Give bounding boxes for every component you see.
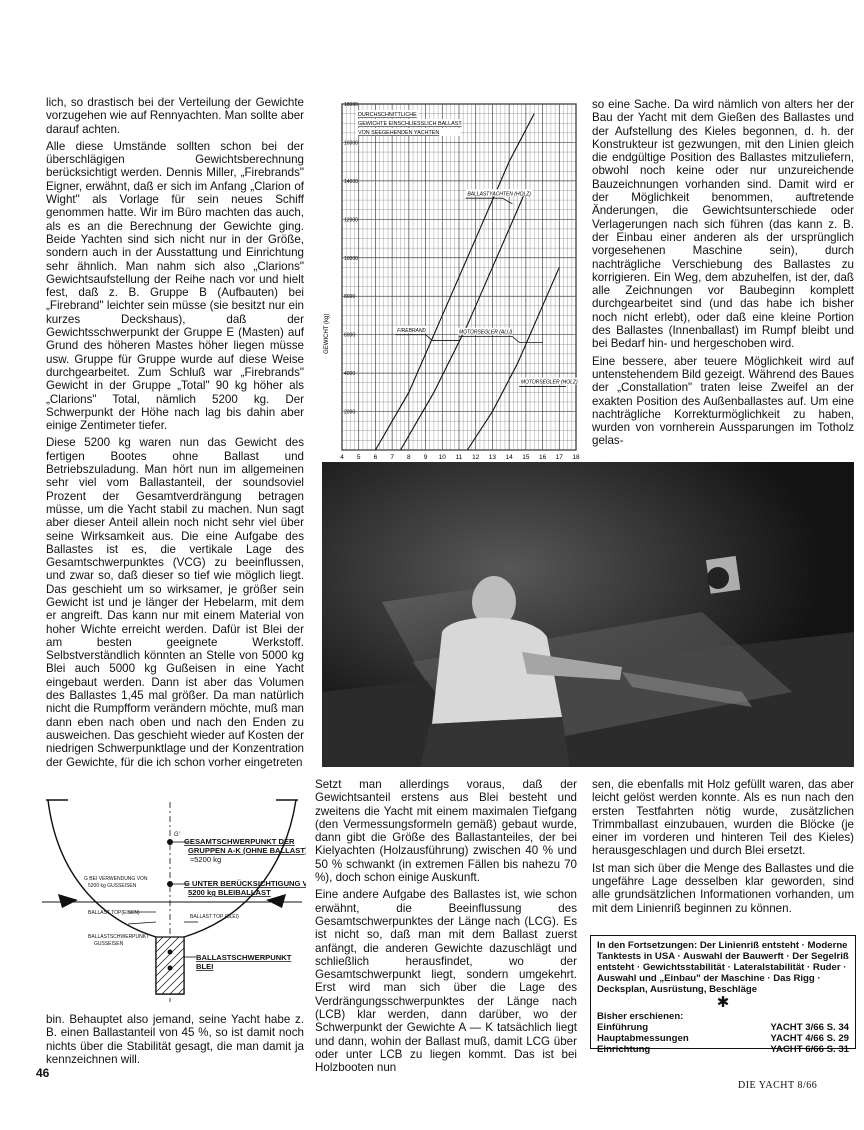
hull-label-g3-b: 5200 kg GUSSEISEN bbox=[88, 883, 137, 889]
x-tick-label: 8 bbox=[407, 454, 411, 461]
x-tick-label: 10 bbox=[438, 454, 446, 461]
series-upcoming: In den Fortsetzungen: Der Linienriß entsteht · Moderne Tanktests in USA · Auswahl der Bauwerft · Der Segelriß entsteht · Gewichtsstabilität · Lateralstabilität · Ruder · Auswahl und „Einbau" der Maschine · Das Rigg · Decksplan, Ausrüstung, Beschläge bbox=[597, 940, 849, 995]
paragraph: bin. Behauptet also jemand, seine Yacht habe z. B. einen Ballastanteil von 45 %, so ist damit noch nichts über die Stabilität gesagt, die man damit ja kennzeichnen will. bbox=[46, 1013, 304, 1066]
hull-label-ballast-top-iron: BALLAST TOP(EISEN) bbox=[88, 910, 140, 916]
list-item-ref: YACHT 6/66 S. 31 bbox=[770, 1044, 849, 1055]
list-item bbox=[597, 1044, 849, 1055]
x-tick-label: 9 bbox=[423, 454, 428, 461]
y-tick-label: 8000 bbox=[344, 294, 356, 301]
list-item-name: Einführung bbox=[597, 1022, 649, 1033]
paragraph: lich, so drastisch bei der Verteilung der Gewichte vorzugehen wie auf Rennyachten. Man sollte aber darauf achten. bbox=[46, 96, 304, 136]
list-item bbox=[597, 1033, 849, 1044]
y-tick-label: 6000 bbox=[344, 332, 356, 339]
hull-label-g1: GESAMTSCHWERPUNKT DER bbox=[184, 837, 295, 846]
hull-label-ballast-iron-b: GUSSEISEN bbox=[94, 941, 124, 947]
hull-label-g3: G BEI VERWENDUNG VON bbox=[84, 876, 148, 882]
x-tick-label: 6 bbox=[373, 454, 378, 461]
x-tick-label: 14 bbox=[505, 454, 513, 461]
chart-title-line: DURCHSCHNITTLICHE bbox=[358, 112, 417, 118]
list-item-name: Hauptabmessungen bbox=[597, 1033, 689, 1044]
series-annotation: BALLASTYACHTEN (HOLZ) bbox=[467, 191, 531, 198]
list-item-ref: YACHT 4/66 S. 29 bbox=[770, 1033, 849, 1044]
x-tick-label: 16 bbox=[538, 454, 547, 461]
x-tick-label: 18 bbox=[572, 454, 580, 461]
paragraph: Setzt man allerdings voraus, daß der Gewichtsanteil erstens aus Blei besteht und zweitens die Yacht mit einem maximalen Tiefgang (den Vermessungsformeln gemäß) gebaut wurde, dann gibt die Größe des Ballastanteiles, der bei Kielyachten (Holzausführung) zwischen 40 % und 50 % schwankt (in extremen Fällen bis nahezu 70 %), doch schon einige Auskunft. bbox=[315, 778, 577, 885]
asterisk-icon: ✱ bbox=[716, 994, 730, 1011]
y-tick-label: 2000 bbox=[344, 409, 356, 416]
workshop-photo bbox=[322, 462, 854, 767]
list-item-name: Einrichtung bbox=[597, 1044, 651, 1055]
x-tick-label: 17 bbox=[555, 454, 563, 461]
paragraph: Ist man sich über die Menge des Ballastes und die ungefähre Lage desselben klar geworden, sind alle grundsätzlichen Informationen vorhanden, um mit dem Linienriß beginnen zu können. bbox=[592, 861, 854, 915]
hull-section-diagram bbox=[38, 772, 306, 1007]
y-tick-label: 16000 bbox=[344, 140, 358, 147]
page-number: 46 bbox=[36, 1066, 50, 1080]
article-column-2-bottom bbox=[315, 778, 577, 1079]
paragraph: Diese 5200 kg waren nun das Gewicht des fertigen Bootes ohne Ballast und Betriebszuladung. Man hört nun im allgemeinen sehr viel vom Ballastanteil, der soundsoviel Prozent der Gesamtverdrängung betragen müsse, um die Yacht stabil zu machen. Nun sagt aber dieser Anteil allein noch nicht sehr viel über seine Wirksamkeit aus. Die eine Aufgabe des Ballastes ist es, die vertikale Lage des Gesamtschwerpunktes (VCG) zu beeinflussen, und zwar so, daß dieser so tief wie möglich liegt. Das geschieht um so wirksamer, je größer sein Gewicht ist und je länger der Hebelarm, mit dem er angreift. Das kann nur mit einem Material von hoher Wichte erreicht werden. Dafür ist Blei der am besten geeignete Werkstoff. Selbstverständlich könnten an Stelle von 5000 kg Blei auch 5000 kg Gußeisen in eine Yacht eingebaut werden. Dann ist aber das Volumen des Ballastes 1,45 mal größer. Da man natürlich nicht die Rumpfform verändern möchte, muß man dann eben nach oben und nach den Enden zu ausweichen. Das geschieht wieder auf Kosten der niedrigen Schwerpunktlage und der Konzentration der Gewichte, für die ich schon vorher eingetreten bbox=[46, 436, 304, 769]
footer-journal: DIE YACHT 8/66 bbox=[738, 1080, 818, 1091]
paragraph: sen, die ebenfalls mit Holz gefüllt waren, das aber leicht gelöst werden konnte. Als es nun nach den ersten Testfahrten nötig wurde, zusätzlichen Trimmballast einzubauen, wurden die Blöcke (je einer im vorderen und hinteren Teil des Kieles) herausgeschlagen und durch Blei ersetzt. bbox=[592, 778, 854, 858]
x-tick-label: 15 bbox=[522, 454, 530, 461]
chart-title-line: VON SEEGEHENDEN YACHTEN bbox=[358, 130, 440, 136]
hull-label-ballast-top-lead: BALLAST TOP (BLEI) bbox=[190, 914, 239, 920]
x-tick-label: 12 bbox=[472, 454, 480, 461]
series-annotation: MOTORSEGLER (HOLZ) bbox=[520, 379, 578, 386]
paragraph: Alle diese Umstände sollten schon bei der überschlägigen Gewichtsberechnung berücksichtigt werden. Dennis Miller, „Firebrands" Eigner, erwähnt, daß er sich im Anfang „Clarion of Wight" als Vorlage für sein neues Schiff genommen hatte. Wir im Büro machten das auch, als es an die Berechnung der Gewichte ging. Beide Yachten sind sich nicht nur in der Größe, sondern auch in der Ausstattung und Einrichtung sehr ähnlich. Man nahm sich also „Clarions" Gewichtsaufstellung der Reihe nach vor und hielt fest, daß z. B. Gruppe B (Aufbauten) bei „Firebrand" leichter sein müsse (sie besitzt nur ein kurzes Deckshaus), daß der Gewichtsschwerpunkt der Gruppe E (Masten) auf Grund des höheren Mastes höher liegen müsse usw. Gruppe für Gruppe wurde auf diese Weise durchgearbeitet. Zum Schluß war „Firebrands" Gewicht in der Gruppe „Total" 90 kg höher als „Clarions" Total, nämlich 5200 kg. Der Schwerpunkt der Höhe nach lag bis dahin aber einige Zentimeter tiefer. bbox=[46, 139, 304, 433]
hull-label-ballast-lead: BALLASTSCHWERPUNKT bbox=[196, 953, 292, 962]
series-annotation: FIREBRAND bbox=[397, 327, 427, 334]
x-tick-label: 13 bbox=[488, 454, 497, 461]
x-tick-label: 5 bbox=[356, 454, 361, 461]
article-column-3-bottom bbox=[592, 778, 854, 919]
article-column-1 bbox=[46, 96, 304, 773]
paragraph: Eine bessere, aber teuere Möglichkeit wird auf untenstehendem Bild gezeigt. Während des Baues der „Constallation" traten leise Zweifel an der exakten Position des Außenballastes auf. Um eine nachträgliche Korrekturmöglichkeit zu haben, wurden von vornherein Aussparungen im Totholz gelas- bbox=[592, 354, 854, 448]
hull-mark-g1: G' bbox=[174, 832, 180, 838]
weight-chart bbox=[318, 96, 584, 470]
series-annotation: MOTORSEGLER (ALU) bbox=[459, 329, 513, 336]
list-item-ref: YACHT 3/66 S. 34 bbox=[770, 1022, 849, 1033]
hull-svg bbox=[38, 772, 306, 1007]
series-info-box bbox=[590, 935, 856, 1055]
x-tick-label: 11 bbox=[455, 454, 463, 461]
y-tick-label: 4000 bbox=[344, 371, 356, 378]
chart-title-line: GEWICHTE EINSCHLIESSLICH BALLAST bbox=[358, 121, 462, 127]
x-tick-label: 4 bbox=[340, 454, 344, 461]
y-tick-label: 12000 bbox=[344, 217, 358, 224]
hull-label-g2: G UNTER BERÜCKSICHTIGUNG VON bbox=[184, 879, 306, 888]
weight-chart-svg bbox=[318, 96, 584, 470]
paragraph: so eine Sache. Da wird nämlich von alters her der Bau der Yacht mit dem Gießen des Ballastes und der Aufstellung des Kieles begonnen, d. h. der Konstrukteur ist gezwungen, mit den Linien gleich die endgültige Position des Ballastes mitzuliefern, obwohl noch keine oder nur unzureichende Bauzeichnungen vorhanden sind. Damit wird er der Möglichkeit benommen, auftretende Änderungen, die Gewichtsunterschiede oder Verlagerungen nach sich führen (das kann z. B. der Einbau einer anderen als der ursprünglich vorgesehenen Maschine sein), durch nachträgliche Verschiebung des Ballastes zu korrigieren. Ein Weg, dem abzuhelfen, ist der, daß alle Zeichnungen vor Baubeginn komplett durchgearbeitet sind (und das habe ich bisher noch nicht erlebt), oder daß eine kleine Portion des Ballastes (Innenballast) im Rumpf bleibt und bei Bedarf hin- und hergeschoben wird. bbox=[592, 98, 854, 351]
hull-label-ballast-lead-b: BLEI bbox=[196, 962, 214, 971]
y-tick-label: 10000 bbox=[344, 255, 358, 262]
hull-label-g1-c: ≈5200 kg bbox=[190, 855, 222, 864]
hull-label-g2-b: 5200 kg BLEIBALLAST bbox=[188, 888, 271, 897]
hull-label-g1-b: GRUPPEN A-K (OHNE BALLAST) bbox=[188, 846, 306, 855]
x-tick-label: 7 bbox=[390, 454, 394, 461]
paragraph: Eine andere Aufgabe des Ballastes ist, wie schon erwähnt, die Beeinflussung des Gesamtschwerpunktes der Länge nach (LCG). Es ist nicht so, daß man mit dem Ballast zuerst anfängt, die anderen Gewichte dazuschlägt und schließlich herausfindet, wo der Gesamtschwerpunkt liegt, sondern umgekehrt. Erst wird man sich über die Lage des Verdrängungsschwerpunktes der Länge nach (LCB) klar werden, dann darüber, wo der Schwerpunkt der Gewichte A — K tatsächlich liegt und dann, wohin der Ballast muß, damit LCG über oder unter LCB zu liegen kommt. Das ist bei Holzbooten nun bbox=[315, 888, 577, 1075]
list-item bbox=[597, 1022, 849, 1033]
photo-illustration bbox=[322, 462, 854, 767]
hull-label-ballast-iron: BALLASTSCHWERPUNKT bbox=[88, 934, 150, 940]
article-column-1-bottom bbox=[46, 1013, 304, 1070]
y-tick-label: 18000 bbox=[344, 102, 358, 108]
y-tick-label: 14000 bbox=[344, 178, 358, 185]
article-column-3 bbox=[592, 98, 854, 452]
y-axis-label: GEWICHT (kg) bbox=[324, 313, 330, 354]
series-list-title: Bisher erschienen: bbox=[597, 1011, 684, 1022]
